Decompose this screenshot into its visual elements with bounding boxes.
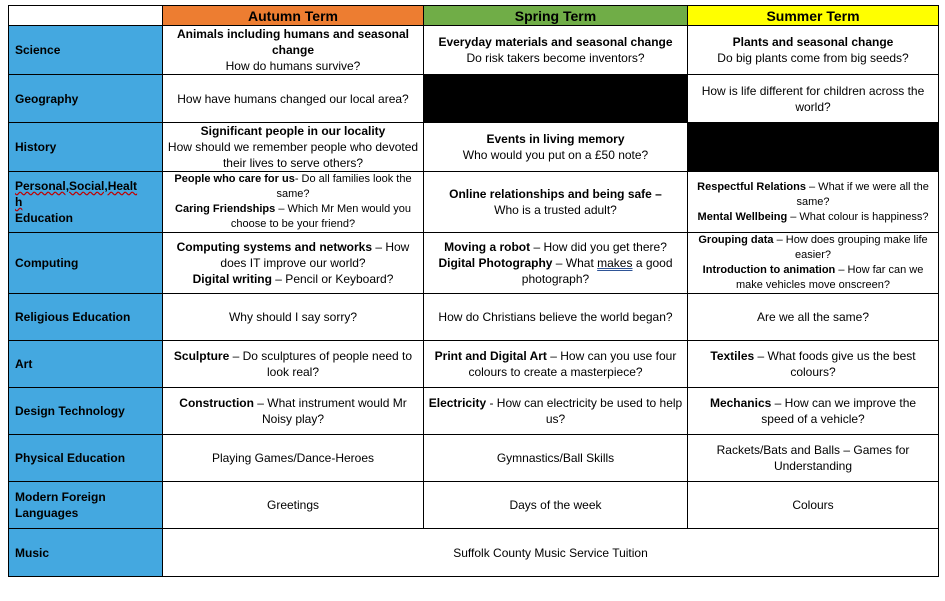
subject-geography: Geography [9, 75, 163, 123]
subject-history: History [9, 123, 163, 172]
dt-summer-cell [688, 388, 939, 435]
art-spring-title: Print and Digital Art [434, 349, 547, 363]
header-autumn-term: Autumn Term [163, 6, 424, 26]
dt-spring-text: - How can electricity be used to help us? [486, 396, 683, 426]
computing-summer-item2-title: Introduction to animation [702, 264, 836, 276]
computing-summer-item1-title: Grouping data [698, 234, 774, 246]
table-row-geography [9, 75, 939, 123]
history-autumn-cell [163, 123, 424, 172]
table-row-physical-education [9, 435, 939, 482]
subject-pshe [9, 172, 163, 233]
header-blank-cell [9, 6, 163, 26]
pshe-autumn-item2-text: – Which Mr Men would you choose to be your friend? [230, 203, 411, 230]
dt-spring-cell [424, 388, 688, 435]
geography-summer-cell: How is life different for children across the world? [688, 75, 939, 123]
computing-spring-item2-underlined: makes [597, 256, 633, 270]
pshe-summer-item1-text: – What if we were all the same? [796, 180, 929, 208]
table-row-pshe [9, 172, 939, 233]
pshe-subject-line1: Personal,Social,Healt [15, 179, 138, 193]
geography-spring-blank-cell [424, 75, 688, 123]
subject-design-technology: Design Technology [9, 388, 163, 435]
pshe-autumn-cell [163, 172, 424, 233]
table-row-science [9, 26, 939, 75]
re-spring-cell: How do Christians believe the world began? [424, 294, 688, 341]
music-all-terms-cell: Suffolk County Music Service Tuition [163, 529, 939, 577]
pshe-subject-line2: h [15, 195, 23, 209]
pshe-summer-cell [688, 172, 939, 233]
subject-art: Art [9, 341, 163, 388]
subject-religious-education: Religious Education [9, 294, 163, 341]
re-autumn-cell: Why should I say sorry? [163, 294, 424, 341]
art-spring-cell [424, 341, 688, 388]
history-spring-question: Who would you put on a £50 note? [462, 148, 649, 162]
computing-spring-cell [424, 233, 688, 294]
art-summer-text: – What foods give us the best colours? [754, 349, 916, 379]
science-summer-title: Plants and seasonal change [732, 35, 894, 49]
computing-spring-item1-title: Moving a robot [444, 240, 531, 254]
pshe-summer-item2-text: – What colour is happiness? [787, 210, 929, 223]
computing-autumn-item2-title: Digital writing [192, 272, 272, 286]
computing-summer-item1-text: – How does grouping make life easier? [773, 234, 928, 261]
computing-spring-item2-text-a: – What [552, 256, 598, 270]
science-autumn-cell [163, 26, 424, 75]
table-row-computing [9, 233, 939, 294]
history-spring-title: Events in living memory [486, 132, 625, 146]
dt-autumn-text: – What instrument would Mr Noisy play? [253, 396, 407, 426]
dt-spring-title: Electricity [428, 396, 487, 410]
mfl-autumn-cell: Greetings [163, 482, 424, 529]
header-row [9, 6, 939, 26]
computing-autumn-item1-text: – How does IT improve our world? [220, 240, 410, 270]
computing-summer-cell [688, 233, 939, 294]
history-summer-blank-cell [688, 123, 939, 172]
computing-autumn-item1-title: Computing systems and networks [176, 240, 372, 254]
science-autumn-title: Animals including humans and seasonal change [176, 27, 410, 57]
computing-summer-item2-text: – How far can we make vehicles move onscreen? [735, 264, 924, 291]
computing-autumn-item2-text: – Pencil or Keyboard? [271, 272, 394, 286]
pshe-spring-question: Who is a trusted adult? [494, 203, 617, 217]
subject-computing: Computing [9, 233, 163, 294]
computing-autumn-cell [163, 233, 424, 294]
re-summer-cell: Are we all the same? [688, 294, 939, 341]
science-summer-cell [688, 26, 939, 75]
header-spring-term: Spring Term [424, 6, 688, 26]
table-row-modern-foreign-languages [9, 482, 939, 529]
dt-summer-title: Mechanics [709, 396, 772, 410]
science-spring-title: Everyday materials and seasonal change [438, 35, 673, 49]
header-summer-term: Summer Term [688, 6, 939, 26]
geography-autumn-cell: How have humans changed our local area? [163, 75, 424, 123]
science-spring-cell [424, 26, 688, 75]
dt-summer-text: – How can we improve the speed of a vehicle? [761, 396, 917, 426]
subject-science: Science [9, 26, 163, 75]
art-summer-title: Textiles [710, 349, 755, 363]
pe-summer-cell: Rackets/Bats and Balls – Games for Understanding [688, 435, 939, 482]
pshe-spring-cell [424, 172, 688, 233]
pshe-subject-line3: Education [15, 211, 74, 225]
art-autumn-text: – Do sculptures of people need to look real? [229, 349, 413, 379]
pshe-autumn-item2-title: Caring Friendships [175, 203, 276, 215]
table-row-music [9, 529, 939, 577]
art-autumn-title: Sculpture [173, 349, 230, 363]
mfl-summer-cell: Colours [688, 482, 939, 529]
pshe-spring-title: Online relationships and being safe – [449, 187, 662, 201]
dt-autumn-cell [163, 388, 424, 435]
history-autumn-title: Significant people in our locality [200, 124, 386, 138]
dt-autumn-title: Construction [179, 396, 254, 410]
computing-spring-item2-title: Digital Photography [438, 256, 553, 270]
curriculum-table [8, 5, 939, 577]
table-row-art [9, 341, 939, 388]
science-summer-question: Do big plants come from big seeds? [717, 51, 909, 65]
pshe-summer-item1-title: Respectful Relations [697, 180, 806, 193]
history-spring-cell [424, 123, 688, 172]
science-spring-question: Do risk takers become inventors? [466, 51, 645, 65]
subject-music: Music [9, 529, 163, 577]
pshe-autumn-item1-text: - Do all families look the same? [276, 173, 412, 200]
science-autumn-question: How do humans survive? [225, 59, 361, 73]
pe-spring-cell: Gymnastics/Ball Skills [424, 435, 688, 482]
art-autumn-cell [163, 341, 424, 388]
mfl-spring-cell: Days of the week [424, 482, 688, 529]
art-summer-cell [688, 341, 939, 388]
table-row-design-technology [9, 388, 939, 435]
history-autumn-question: How should we remember people who devoted their lives to serve others? [167, 140, 419, 170]
pshe-autumn-item1-title: People who care for us [174, 173, 295, 185]
subject-physical-education: Physical Education [9, 435, 163, 482]
pe-autumn-cell: Playing Games/Dance-Heroes [163, 435, 424, 482]
computing-spring-item1-text: – How did you get there? [530, 240, 667, 254]
art-spring-text: – How can you use four colours to create a masterpiece? [468, 349, 677, 379]
table-row-religious-education [9, 294, 939, 341]
pshe-summer-item2-title: Mental Wellbeing [697, 210, 788, 223]
computing-spring-item2-text-b: a good photograph? [521, 256, 673, 286]
subject-modern-foreign-languages: Modern Foreign Languages [9, 482, 163, 529]
table-row-history [9, 123, 939, 172]
